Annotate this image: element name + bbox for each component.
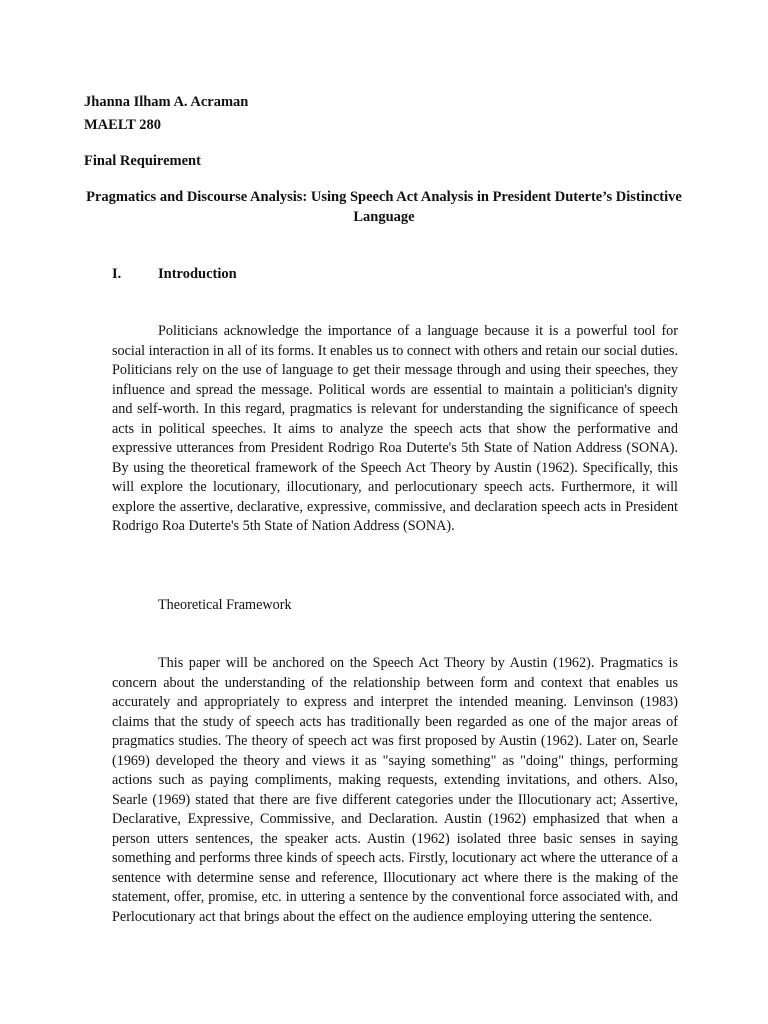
paper-title: Pragmatics and Discourse Analysis: Using Speech Act Analysis in President Duterte’s Distinctive Language: [86, 189, 682, 225]
section-title: Introduction: [158, 266, 237, 282]
course-code: MAELT 280: [84, 117, 161, 133]
theoretical-framework-paragraph: This paper will be anchored on the Speech Act Theory by Austin (1962). Pragmatics is concern about the understanding of the relationship between form and context that enables us accurately and appropriately to express and interpret the intended meaning. Lenvinson (1983) claims that the study of speech acts has traditionally been regarded as one of the major areas of pragmatics studies. The theory of speech act was first proposed by Austin (1962). Later on, Searle (1969) developed the theory and views it as "saying something" as "doing" things, performing actions such as paying compliments, making requests, extending invitations, and others. Also, Searle (1969) stated that there are five different categories under the Illocutionary act; Assertive, Declarative, Expressive, Commissive, and Declaration. Austin (1962) emphasized that when a person utters sentences, the speaker acts. Austin (1962) isolated three basic senses in saying something and performs three kinds of speech acts. Firstly, locutionary act where the utterance of a sentence with determine sense and reference, Illocutionary act where there is the making of the statement, offer, promise, etc. in uttering a sentence by the conventional force associated with, and Perlocutionary act that brings about the effect on the audience employing uttering the sentence.: [112, 655, 678, 925]
section-number: I.: [112, 266, 122, 282]
section-heading-introduction: [112, 264, 237, 284]
requirement-label: Final Requirement: [84, 153, 201, 169]
introduction-paragraph: Politicians acknowledge the importance of a language because it is a powerful tool for social interaction in all of its forms. It enables us to connect with others and retain our social duties. Politicians rely on the use of language to get their message through and using their speeches, they influence and spread the message. Political words are essential to maintain a politician's dignity and self-worth. In this regard, pragmatics is relevant for understanding the significance of speech acts in political speeches. It aims to analyze the speech acts that show the performative and expressive utterances from President Rodrigo Roa Duterte's 5th State of Nation Address (SONA). By using the theoretical framework of the Speech Act Theory by Austin (1962). Specifically, this will explore the locutionary, illocutionary, and perlocutionary speech acts. Furthermore, it will explore the assertive, declarative, expressive, commissive, and declaration speech acts in President Rodrigo Roa Duterte's 5th State of Nation Address (SONA).: [112, 323, 678, 534]
author-name: Jhanna Ilham A. Acraman: [84, 94, 249, 110]
subheading-theoretical-framework: Theoretical Framework: [158, 597, 292, 613]
